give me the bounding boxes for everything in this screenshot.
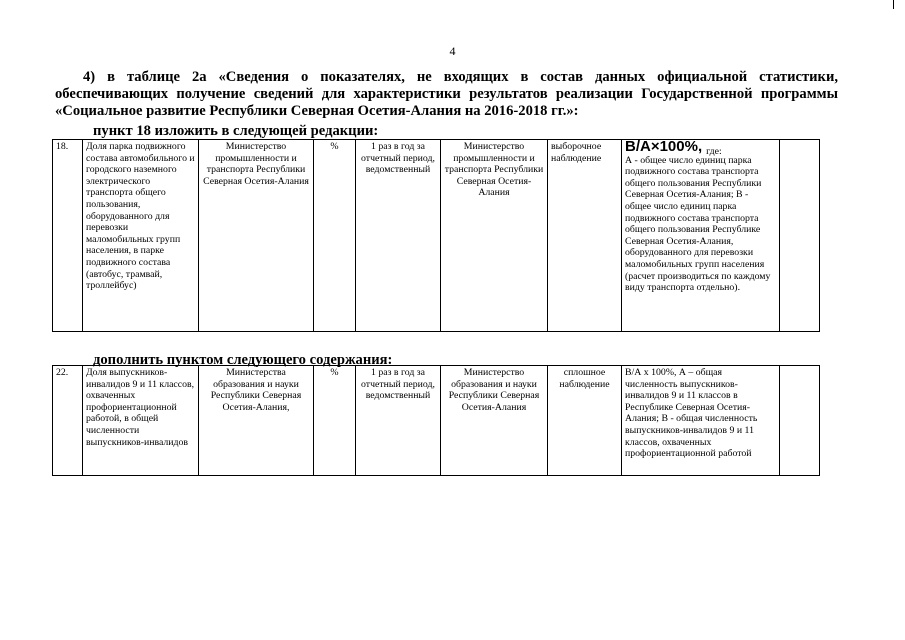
- definition-text: А - общее число единиц парка подвижного состава транспорта общего пользования Республики Северная Осетия-Алания; В - общее число единиц парка подвижного состава транспорта общего пользования Республике Северная Осетия-Алания, оборудованного для перевозки маломобильных групп населения (расчет производиться по каждому виду транспорта отдельно).: [625, 154, 771, 294]
- cell-unit: %: [314, 366, 356, 476]
- cell-period: 1 раз в год за отчетный период, ведомственный: [356, 140, 441, 332]
- cell-num: 22.: [53, 366, 83, 476]
- cell-responsible: Министерство промышленности и транспорта Республики Северная Осетия-Алания: [199, 140, 314, 332]
- cell-period: 1 раз в год за отчетный период, ведомственный: [356, 366, 441, 476]
- cell-method: сплошное наблюдение: [548, 366, 622, 476]
- page-number: 4: [449, 44, 456, 58]
- formula-line: [625, 141, 776, 155]
- cell-method: выборочное наблюдение: [548, 140, 622, 332]
- cell-definition: [622, 140, 780, 332]
- cell-responsible: Министерства образования и науки Республики Северная Осетия-Алания,: [199, 366, 314, 476]
- cell-note: [780, 366, 820, 476]
- cell-definition: В/А х 100%, А – общая численность выпускников-инвалидов 9 и 11 классов в Республике Северная Осетия-Алания; В - общая численность выпускников-инвалидов 9 и 11 классов, охваченных профориентационной работой: [622, 366, 780, 476]
- cell-indicator: Доля выпускников-инвалидов 9 и 11 классов, охваченных профориентационной работой, в общей численности выпускников-инвалидов: [83, 366, 199, 476]
- intro-text: 4) в таблице 2а «Сведения о показателях, не входящих в состав данных официальной статистики, обеспечивающих получение сведений для характеристики результатов реализации Государственной программы «Социальное развитие Республики Северная Осетия-Алания на 2016-2018 гг.»:: [55, 69, 838, 119]
- intro-paragraph: [55, 69, 838, 120]
- cell-unit: %: [314, 140, 356, 332]
- cell-indicator: Доля парка подвижного состава автомобильного и городского наземного электрического транспорта общего пользования, оборудованного для перевозки маломобильных групп населения, в парке подвижного состава (автобус, трамвай, троллейбус): [83, 140, 199, 332]
- formula: B/A×100%,: [625, 139, 703, 155]
- indicator-table-22: [52, 365, 820, 476]
- cell-note: [780, 140, 820, 332]
- page-edge-mark: [893, 0, 894, 9]
- formula-suffix: где:: [706, 146, 722, 157]
- section1-heading: пункт 18 изложить в следующей редакции:: [93, 123, 379, 139]
- cell-source: Министерство образования и науки Республики Северная Осетия-Алания: [441, 366, 548, 476]
- indicator-table-18: [52, 139, 820, 332]
- table-row: [53, 140, 820, 332]
- cell-source: Министерство промышленности и транспорта Республики Северная Осетия-Алания: [441, 140, 548, 332]
- table-row: [53, 366, 820, 476]
- section2-heading: дополнить пунктом следующего содержания:: [93, 352, 393, 368]
- cell-num: 18.: [53, 140, 83, 332]
